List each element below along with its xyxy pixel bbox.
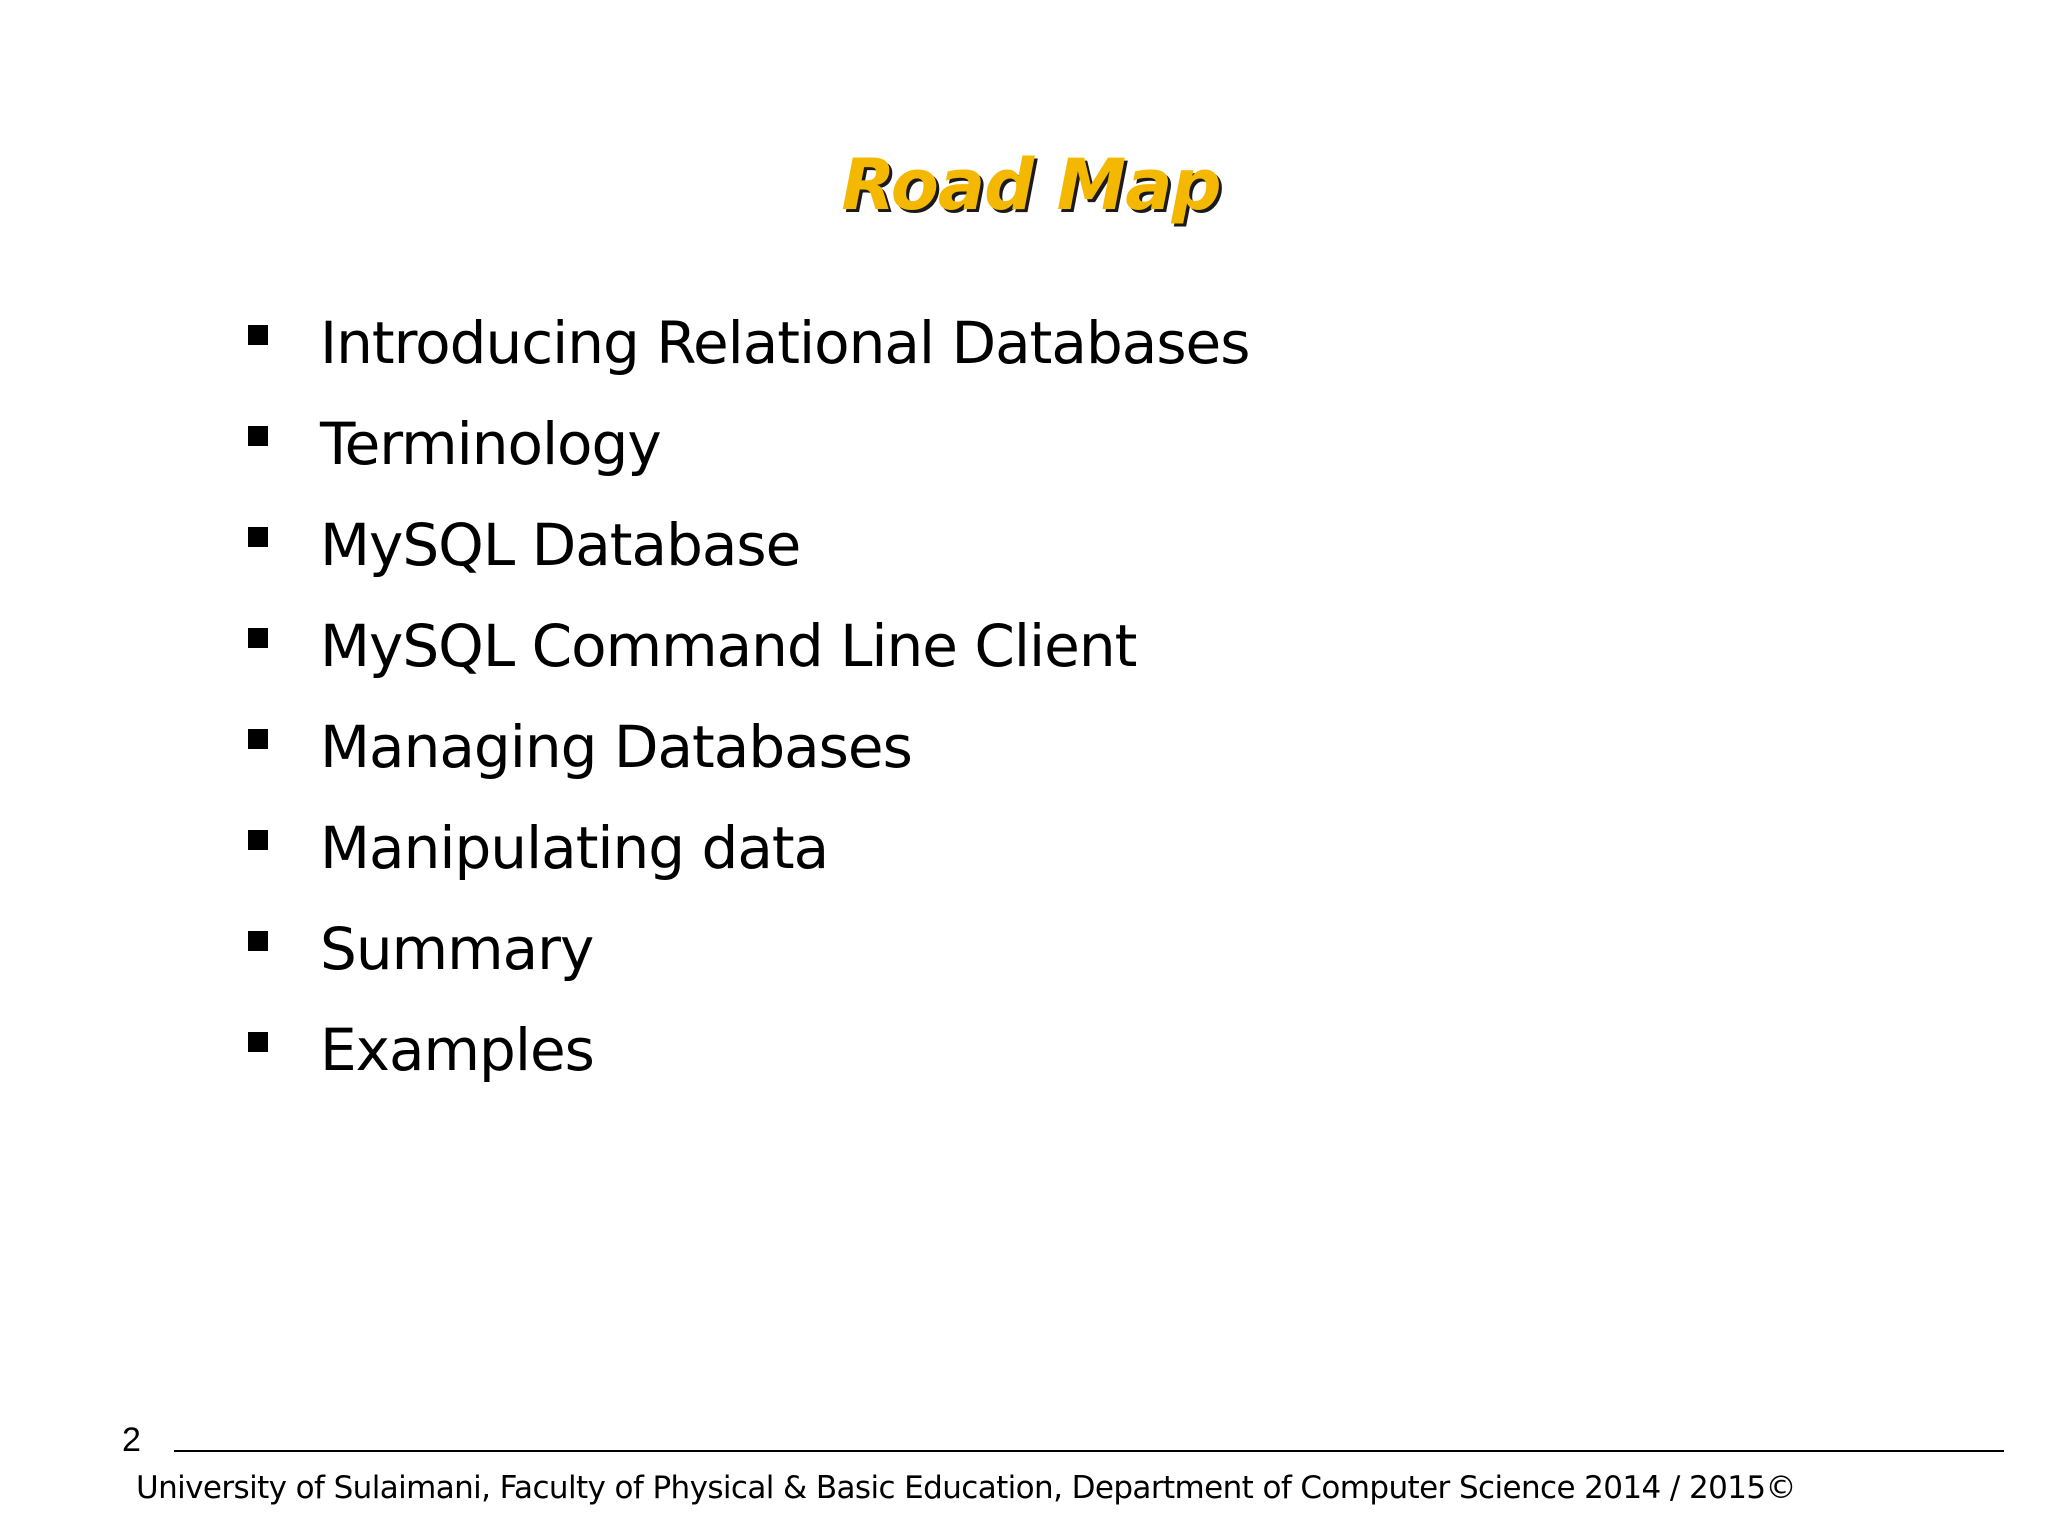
list-item [248,292,1249,393]
list-item-label: Managing Databases [320,712,912,781]
list-item [248,999,1249,1100]
list-item-label: Terminology [320,409,661,478]
square-bullet-icon [248,1032,268,1052]
square-bullet-icon [248,426,268,446]
page-number: 2 [122,1421,141,1459]
footer-text: University of Sulaimani, Faculty of Physical & Basic Education, Department of Computer Science 2014 / 2015© [136,1470,1796,1506]
list-item [248,393,1249,494]
list-item-label: Summary [320,914,594,983]
square-bullet-icon [248,830,268,850]
square-bullet-icon [248,729,268,749]
list-item [248,494,1249,595]
roadmap-list [248,292,1249,1100]
list-item-label: Introducing Relational Databases [320,308,1250,377]
list-item-label: MySQL Command Line Client [320,611,1137,680]
square-bullet-icon [248,527,268,547]
footer-divider [174,1450,2004,1452]
list-item [248,696,1249,797]
list-item-label: MySQL Database [320,510,801,579]
slide-title: Road Map [841,144,1221,226]
square-bullet-icon [248,325,268,345]
list-item [248,898,1249,999]
list-item-label: Manipulating data [320,813,829,882]
list-item [248,595,1249,696]
square-bullet-icon [248,628,268,648]
list-item [248,797,1249,898]
square-bullet-icon [248,931,268,951]
list-item-label: Examples [320,1015,594,1084]
